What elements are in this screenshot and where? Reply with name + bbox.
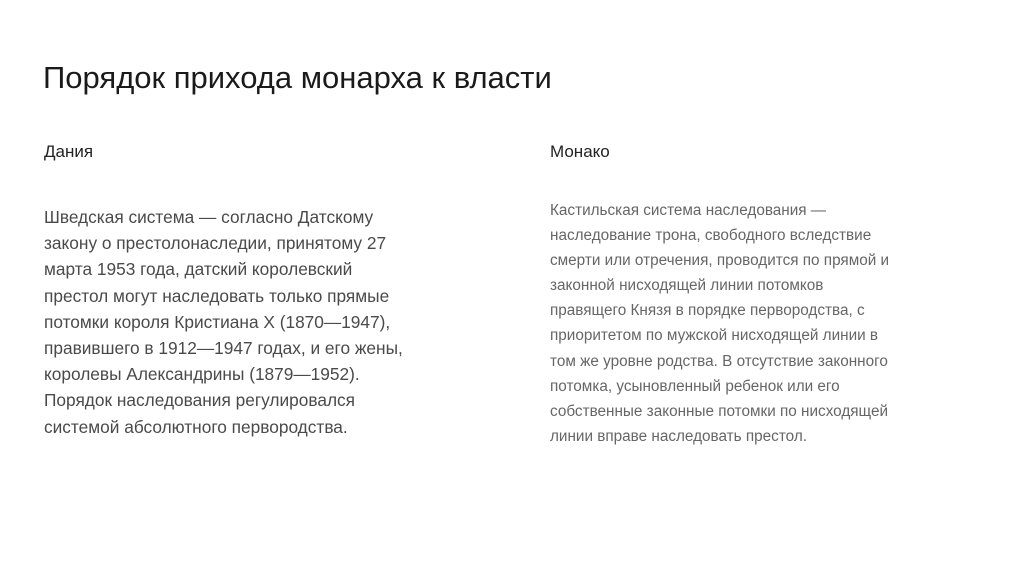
text-line: наследование трона, свободного вследствие xyxy=(550,227,872,245)
column-heading-monaco: Монако xyxy=(550,142,610,161)
text-line: собственные законные потомки по нисходящей xyxy=(550,402,889,420)
column-text-denmark xyxy=(44,204,484,440)
slide-title: Порядок прихода монарха к власти xyxy=(43,60,552,95)
text-line: марта 1953 года, датский королевский xyxy=(44,259,353,280)
column-monaco xyxy=(550,142,990,449)
column-heading-denmark: Дания xyxy=(44,142,94,161)
text-line: потомки короля Кристиана X (1870—1947), xyxy=(44,311,391,332)
text-line: Порядок наследования регулировался xyxy=(44,390,356,411)
text-line: Кастильская система наследования — xyxy=(550,202,827,219)
text-line: правящего Князя в порядке первородства, с xyxy=(550,302,865,320)
column-denmark xyxy=(44,142,484,440)
text-line: линии вправе наследовать престол. xyxy=(550,427,808,445)
text-line: том же уровне родства. В отсутствие законного xyxy=(550,352,888,370)
text-line: законной нисходящей линии потомков xyxy=(550,277,824,295)
text-line: смерти или отречения, проводится по прямой и xyxy=(550,252,890,270)
text-line: престол могут наследовать только прямые xyxy=(44,285,390,306)
text-line: потомка, усыновленный ребенок или его xyxy=(550,377,840,395)
text-line: системой абсолютного первородства. xyxy=(44,416,348,437)
text-line: приоритетом по мужской нисходящей линии в xyxy=(550,327,879,345)
column-text-monaco xyxy=(550,198,990,449)
text-line: королевы Александрины (1879—1952). xyxy=(44,364,360,385)
text-line: закону о престолонаследии, принятому 27 xyxy=(44,233,387,254)
text-line: Шведская система — согласно Датскому xyxy=(44,207,374,227)
text-line: правившего в 1912—1947 годах, и его жены, xyxy=(44,338,403,359)
